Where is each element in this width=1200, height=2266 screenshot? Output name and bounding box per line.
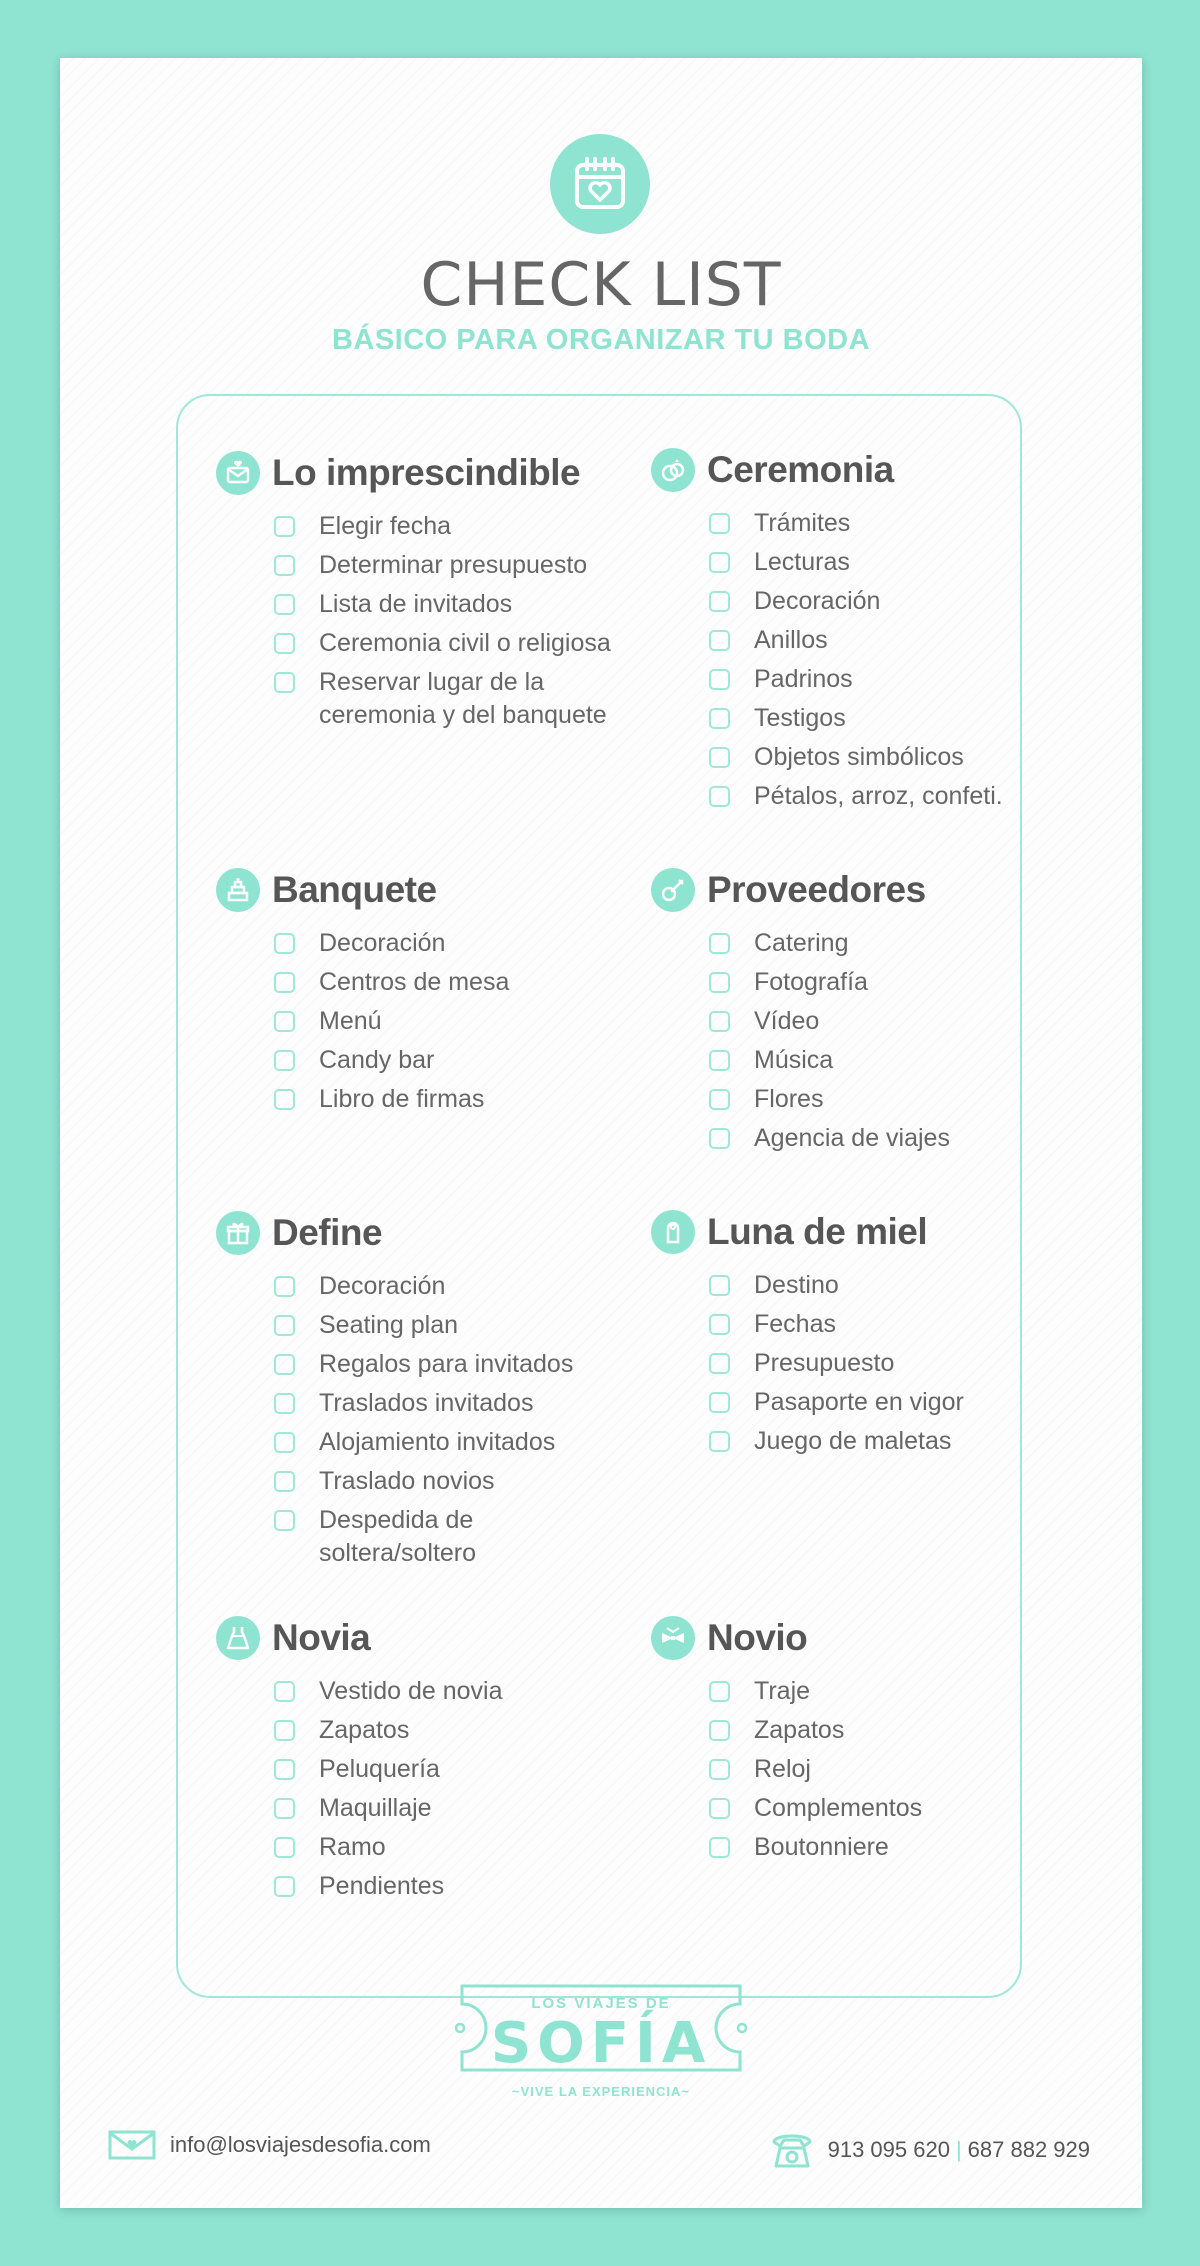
- checkbox[interactable]: [709, 708, 730, 729]
- checklist-item: [709, 1425, 964, 1458]
- checklist-item: [709, 1675, 922, 1708]
- checklist-item: [274, 1714, 502, 1747]
- checklist-item: [709, 702, 1003, 735]
- checklist-item: [274, 549, 611, 582]
- checklist-item-label: Lecturas: [754, 548, 850, 576]
- checkbox[interactable]: [709, 552, 730, 573]
- checkbox[interactable]: [274, 672, 295, 693]
- checkbox[interactable]: [274, 933, 295, 954]
- rings-icon: [651, 448, 695, 492]
- checkbox[interactable]: [709, 1011, 730, 1032]
- contact-phones: [770, 2130, 1090, 2170]
- checklist-item-label: Juego de maletas: [754, 1427, 952, 1455]
- checklist-item-label: Reservar lugar de la ceremonia y del banquete: [319, 668, 607, 729]
- checklist-item-label: Centros de mesa: [319, 968, 510, 996]
- checkbox[interactable]: [709, 669, 730, 690]
- checklist-item: [274, 1675, 502, 1708]
- checklist-item-label: Despedida de soltera/soltero: [319, 1506, 477, 1567]
- checkbox[interactable]: [709, 513, 730, 534]
- section-novia: [216, 1613, 502, 1909]
- phone-separator: |: [955, 2137, 962, 2162]
- checklist-item: [709, 741, 1003, 774]
- contact-email: [108, 2130, 431, 2160]
- checkbox[interactable]: [709, 1837, 730, 1858]
- checklist-item: [274, 666, 611, 732]
- checkbox[interactable]: [709, 1720, 730, 1741]
- checklist-item: [709, 1386, 964, 1419]
- section-luna-de-miel: [651, 1207, 964, 1464]
- section-novio: [651, 1613, 922, 1870]
- checkbox[interactable]: [274, 1837, 295, 1858]
- section-lo-imprescindible: [216, 448, 611, 738]
- section-title: Luna de miel: [707, 1211, 928, 1252]
- checklist-item: [274, 1831, 502, 1864]
- checklist-item: [274, 1504, 573, 1570]
- checklist-item-label: Ramo: [319, 1833, 386, 1861]
- checklist-item: [709, 1831, 922, 1864]
- checklist-items: [274, 1270, 573, 1570]
- checkbox[interactable]: [709, 630, 730, 651]
- checkbox[interactable]: [274, 1393, 295, 1414]
- checklist-card: [60, 58, 1142, 2208]
- checklist-item: [274, 627, 611, 660]
- logo-tagline: ~VIVE LA EXPERIENCIA~: [511, 2084, 691, 2099]
- checklist-item-label: Decoración: [754, 587, 881, 615]
- section-proveedores: [651, 865, 950, 1161]
- checklist-items: [709, 927, 950, 1155]
- section-title: Proveedores: [707, 869, 926, 910]
- section-title: Lo imprescindible: [272, 452, 581, 493]
- checklist-item-label: Zapatos: [754, 1716, 845, 1744]
- checklist-item-label: Anillos: [754, 626, 828, 654]
- checklist-item: [709, 927, 950, 960]
- checklist-item-label: Decoración: [319, 929, 446, 957]
- phone-2[interactable]: 687 882 929: [967, 2137, 1090, 2162]
- checklist-item: [709, 1792, 922, 1825]
- door-hanger-icon: [651, 1210, 695, 1254]
- envelope-icon: [108, 2130, 156, 2160]
- logo-top-text: LOS VIAJES DE: [531, 1995, 671, 2012]
- checklist-item: [274, 1426, 573, 1459]
- checklist-item: [274, 1005, 509, 1038]
- checklist-item: [709, 1005, 950, 1038]
- checklist-item: [709, 1122, 950, 1155]
- checklist-items: [274, 927, 509, 1116]
- checkbox[interactable]: [709, 786, 730, 807]
- checkbox[interactable]: [274, 1759, 295, 1780]
- checklist-item-label: Destino: [754, 1271, 839, 1299]
- checklist-item: [274, 510, 611, 543]
- dress-icon: [216, 1616, 260, 1660]
- checkbox[interactable]: [709, 1759, 730, 1780]
- checkbox[interactable]: [274, 516, 295, 537]
- section-title: Novio: [707, 1617, 808, 1658]
- checklist-item: [709, 1044, 950, 1077]
- checklist-item: [709, 1308, 964, 1341]
- checklist-item-label: Candy bar: [319, 1046, 435, 1074]
- checklist-item-label: Boutonniere: [754, 1833, 889, 1861]
- section-define: [216, 1208, 573, 1576]
- checklist-item-label: Determinar presupuesto: [319, 551, 588, 579]
- checkbox[interactable]: [274, 594, 295, 615]
- checklist-item-label: Traslado novios: [319, 1467, 495, 1495]
- checklist-item: [709, 1714, 922, 1747]
- checklist-item: [709, 1269, 964, 1302]
- checkbox[interactable]: [274, 1276, 295, 1297]
- section-title: Define: [272, 1212, 383, 1253]
- checklist-item: [709, 507, 1003, 540]
- checkbox[interactable]: [709, 972, 730, 993]
- checklist-item: [274, 1753, 502, 1786]
- section-title: Novia: [272, 1617, 371, 1658]
- checklist-item-label: Complementos: [754, 1794, 923, 1822]
- checklist-item: [274, 1348, 573, 1381]
- checklist-item: [274, 1870, 502, 1903]
- checklist-item: [274, 1387, 573, 1420]
- checklist-item-label: Vídeo: [754, 1007, 820, 1035]
- phone-numbers: [828, 2137, 1090, 2163]
- checklist-item-label: Fechas: [754, 1310, 836, 1338]
- checkbox[interactable]: [274, 1876, 295, 1897]
- gift-icon: [216, 1211, 260, 1255]
- bowtie-icon: [651, 1616, 695, 1660]
- checklist-item-label: Música: [754, 1046, 834, 1074]
- checkbox[interactable]: [709, 1275, 730, 1296]
- page-subtitle: BÁSICO PARA ORGANIZAR TU BODA: [331, 324, 871, 356]
- logo-main-text: SOFÍA: [490, 2011, 712, 2076]
- checklist-item-label: Pendientes: [319, 1872, 445, 1900]
- checklist-items: [709, 507, 1003, 813]
- calendar-heart-icon: [550, 134, 650, 234]
- checkbox[interactable]: [274, 1432, 295, 1453]
- checklist-item-label: Lista de invitados: [319, 590, 513, 618]
- checklist-items: [274, 510, 611, 732]
- checkbox[interactable]: [709, 1798, 730, 1819]
- checklist-item: [274, 966, 509, 999]
- checklist-item: [274, 1270, 573, 1303]
- checklist-item: [274, 927, 509, 960]
- checklist-item-label: Elegir fecha: [319, 512, 452, 540]
- checkbox[interactable]: [274, 1720, 295, 1741]
- checklist-item: [709, 1083, 950, 1116]
- checklist-item-label: Ceremonia civil o religiosa: [319, 629, 611, 657]
- checkbox[interactable]: [274, 1471, 295, 1492]
- checklist-item-label: Trámites: [754, 509, 851, 537]
- checklist-item-label: Reloj: [754, 1755, 811, 1783]
- checklist-item: [709, 1347, 964, 1380]
- checkbox[interactable]: [709, 933, 730, 954]
- checkbox[interactable]: [709, 1681, 730, 1702]
- checklist-item-label: Peluquería: [319, 1755, 440, 1783]
- checklist-item: [709, 966, 950, 999]
- checklist-item: [274, 1044, 509, 1077]
- checkbox[interactable]: [709, 1089, 730, 1110]
- checklist-items: [709, 1269, 964, 1458]
- checklist-item-label: Traje: [754, 1677, 811, 1705]
- checklist-item-label: Catering: [754, 929, 849, 957]
- checklist-item-label: Decoración: [319, 1272, 446, 1300]
- checklist-item-label: Traslados invitados: [319, 1389, 534, 1417]
- checklist-item-label: Zapatos: [319, 1716, 410, 1744]
- checklist-item: [709, 585, 1003, 618]
- checklist-item-label: Pasaporte en vigor: [754, 1388, 964, 1416]
- checklist-item: [274, 1465, 573, 1498]
- checklist-items: [709, 1675, 922, 1864]
- checkbox[interactable]: [274, 1510, 295, 1531]
- checklist-item: [709, 624, 1003, 657]
- checklist-item-label: Menú: [319, 1007, 382, 1035]
- checklist-item: [274, 588, 611, 621]
- checklist-item-label: Fotografía: [754, 968, 868, 996]
- checklist-item: [709, 663, 1003, 696]
- email-link[interactable]: info@losviajesdesofia.com: [170, 2132, 431, 2157]
- section-title: Ceremonia: [707, 449, 894, 490]
- checklist-item-label: Libro de firmas: [319, 1085, 485, 1113]
- checklist-item-label: Testigos: [754, 704, 846, 732]
- checkbox[interactable]: [709, 1050, 730, 1071]
- section-title: Banquete: [272, 869, 437, 910]
- checklist-item-label: Flores: [754, 1085, 824, 1113]
- checkbox[interactable]: [274, 555, 295, 576]
- checklist-item: [709, 546, 1003, 579]
- telephone-icon: [770, 2130, 814, 2170]
- checkbox[interactable]: [709, 1431, 730, 1452]
- checklist-item: [709, 780, 1003, 813]
- checkbox[interactable]: [709, 747, 730, 768]
- page-title: CHECK LIST: [420, 250, 782, 320]
- brand-logo: [438, 1976, 764, 2128]
- checkbox[interactable]: [709, 1353, 730, 1374]
- checkbox[interactable]: [274, 1681, 295, 1702]
- checklist-item: [274, 1083, 509, 1116]
- checkbox[interactable]: [709, 1314, 730, 1335]
- checkbox[interactable]: [274, 633, 295, 654]
- checklist-item-label: Padrinos: [754, 665, 853, 693]
- checkbox[interactable]: [274, 1354, 295, 1375]
- checklist-item-label: Maquillaje: [319, 1794, 432, 1822]
- checklist-item-label: Alojamiento invitados: [319, 1428, 556, 1456]
- phone-1[interactable]: 913 095 620: [827, 2137, 950, 2162]
- checklist-item-label: Seating plan: [319, 1311, 459, 1339]
- checklist-item-label: Pétalos, arroz, confeti.: [754, 782, 1003, 810]
- checkbox[interactable]: [709, 1128, 730, 1149]
- checklist-item-label: Regalos para invitados: [319, 1350, 574, 1378]
- checklist-items: [274, 1675, 502, 1903]
- checkbox[interactable]: [274, 1089, 295, 1110]
- checkbox[interactable]: [274, 1798, 295, 1819]
- section-banquete: [216, 865, 509, 1122]
- guitar-icon: [651, 868, 695, 912]
- checklist-item-label: Agencia de viajes: [754, 1124, 950, 1152]
- section-ceremonia: [651, 445, 1003, 819]
- checkbox[interactable]: [274, 972, 295, 993]
- checklist-item-label: Vestido de novia: [319, 1677, 503, 1705]
- checkbox[interactable]: [274, 1011, 295, 1032]
- checklist-item: [709, 1753, 922, 1786]
- checkbox[interactable]: [709, 1392, 730, 1413]
- checklist-item-label: Presupuesto: [754, 1349, 895, 1377]
- checkbox[interactable]: [274, 1315, 295, 1336]
- checklist-item-label: Objetos simbólicos: [754, 743, 964, 771]
- checklist-item: [274, 1309, 573, 1342]
- checkbox[interactable]: [274, 1050, 295, 1071]
- envelope-heart-icon: [216, 451, 260, 495]
- checkbox[interactable]: [709, 591, 730, 612]
- checklist-item: [274, 1792, 502, 1825]
- cake-icon: [216, 868, 260, 912]
